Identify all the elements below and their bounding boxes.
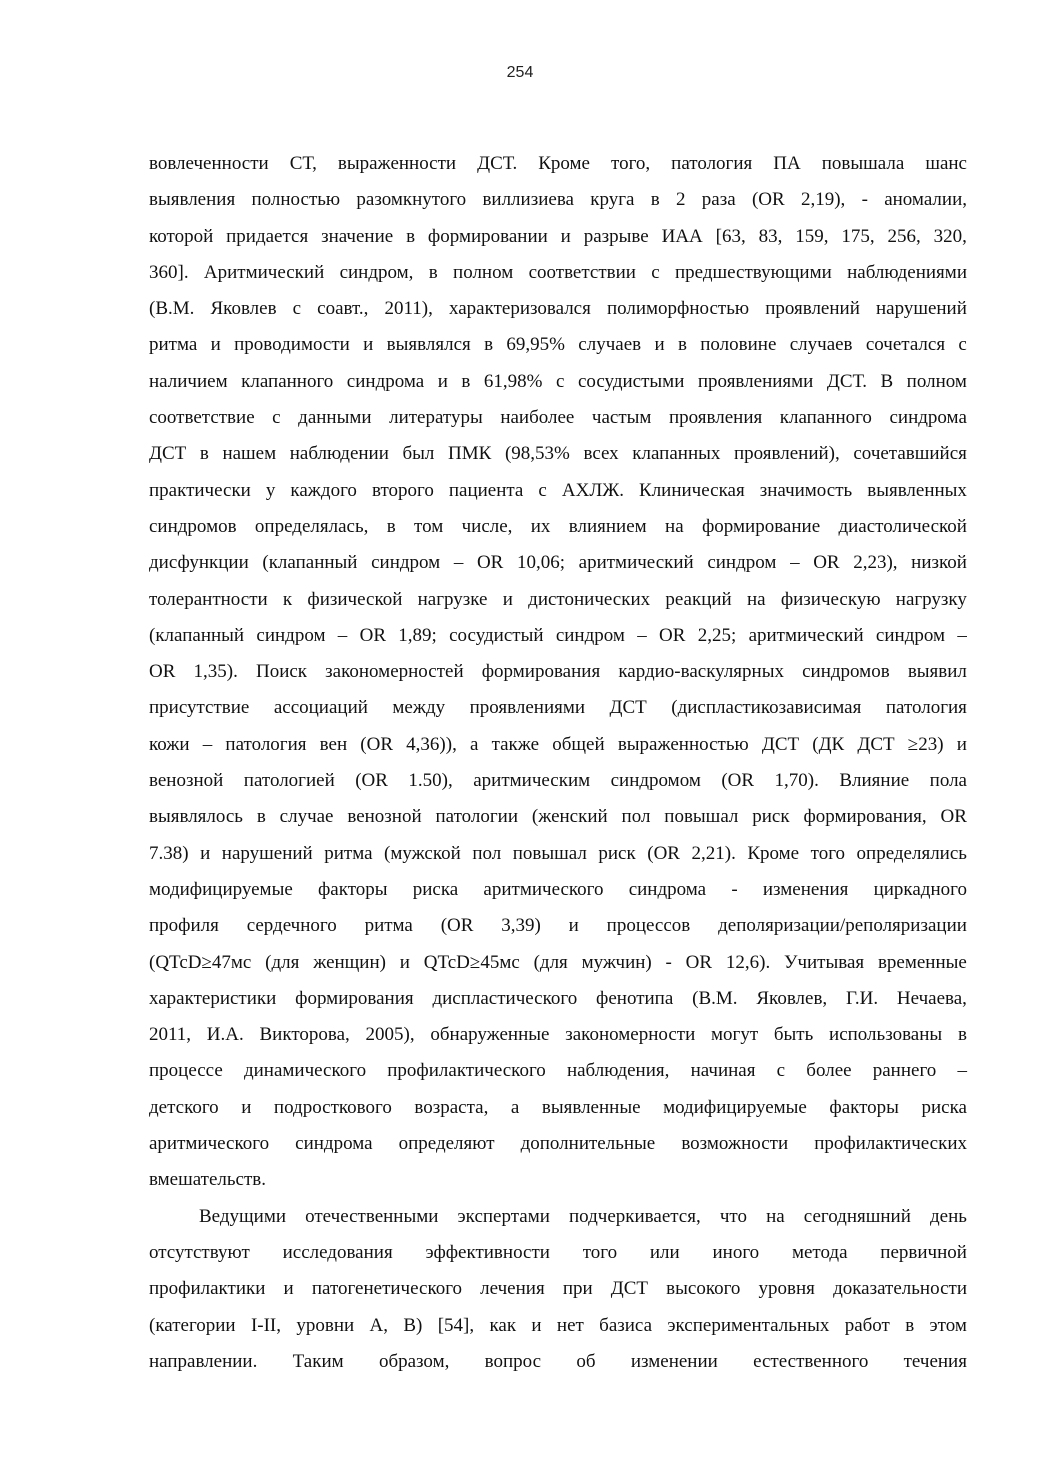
text-line: отсутствуют исследования эффективности того или иного метода первичной — [149, 1241, 967, 1263]
text-line: 360]. Аритмический синдром, в полном соответствии с предшествующими наблюдениями — [149, 261, 967, 283]
text-line: характеристики формирования диспластического фенотипа (В.М. Яковлев, Г.И. Нечаева, — [149, 987, 967, 1009]
text-line: 7.38) и нарушений ритма (мужской пол повышал риск (OR 2,21). Кроме того определялись — [149, 842, 967, 864]
text-line: выявлялось в случае венозной патологии (женский пол повышал риск формирования, OR — [149, 806, 967, 828]
text-line: ДСТ в нашем наблюдении был ПМК (98,53% всех клапанных проявлений), сочетавшийся — [149, 443, 967, 465]
text-line: которой придается значение в формировании и разрыве ИАА [63, 83, 159, 175, 256, 320, — [149, 225, 967, 247]
text-line: (QTcD≥47мс (для женщин) и QTcD≥45мс (для мужчин) - OR 12,6). Учитывая временные — [149, 951, 967, 973]
text-line: модифицируемые факторы риска аритмического синдрома - изменения циркадного — [149, 878, 967, 900]
text-line: профиля сердечного ритма (OR 3,39) и процессов деполяризации/реполяризации — [149, 915, 967, 937]
text-line: (клапанный синдром – OR 1,89; сосудистый синдром – OR 2,25; аритмический синдром – — [149, 624, 967, 646]
body-text — [149, 146, 967, 1380]
text-line: профилактики и патогенетического лечения при ДСТ высокого уровня доказательности — [149, 1278, 967, 1300]
text-line: венозной патологией (OR 1.50), аритмическим синдромом (OR 1,70). Влияние пола — [149, 770, 967, 792]
text-line: 2011, И.А. Викторова, 2005), обнаруженные закономерности могут быть использованы в — [149, 1024, 967, 1046]
text-line: аритмического синдрома определяют дополнительные возможности профилактических — [149, 1133, 967, 1155]
text-line: ритма и проводимости и выявлялся в 69,95% случаев и в половине случаев сочетался с — [149, 334, 967, 356]
text-line: процессе динамического профилактического наблюдения, начиная с более раннего – — [149, 1060, 967, 1082]
text-line: вмешательств. — [149, 1169, 267, 1191]
text-line: соответствие с данными литературы наиболее частым проявления клапанного синдрома — [149, 407, 967, 429]
text-line: наличием клапанного синдрома и в 61,98% с сосудистыми проявлениями ДСТ. В полном — [149, 370, 967, 392]
text-line: вовлеченности СТ, выраженности ДСТ. Кроме того, патология ПА повышала шанс — [149, 153, 967, 174]
text-line: синдромов определялась, в том числе, их влиянием на формирование диастолической — [149, 515, 967, 537]
text-line: Ведущими отечественными экспертами подчеркивается, что на сегодняшний день — [199, 1205, 967, 1227]
text-line: выявления полностью разомкнутого виллизиева круга в 2 раза (OR 2,19), - аномалии, — [149, 189, 967, 211]
text-line: направлении. Таким образом, вопрос об изменении естественного течения — [149, 1350, 967, 1372]
text-line: присутствие ассоциаций между проявлениями ДСТ (диспластикозависимая патология — [149, 697, 967, 719]
page-number: 254 — [506, 64, 534, 81]
text-line: дисфункции (клапанный синдром – OR 10,06; аритмический синдром – OR 2,23), низкой — [149, 552, 967, 574]
text-line: кожи – патология вен (OR 4,36)), а также общей выраженностью ДСТ (ДК ДСТ ≥23) и — [149, 733, 967, 755]
text-line: толерантности к физической нагрузке и дистонических реакций на физическую нагрузку — [149, 588, 967, 610]
text-line: (В.М. Яковлев с соавт., 2011), характеризовался полиморфностью проявлений нарушений — [149, 298, 967, 320]
text-line: детского и подросткового возраста, а выявленные модифицируемые факторы риска — [149, 1096, 967, 1118]
text-line: (категории I-II, уровни А, В) [54], как и нет базиса экспериментальных работ в этом — [149, 1314, 967, 1336]
text-line: практически у каждого второго пациента с АХЛЖ. Клиническая значимость выявленных — [149, 479, 967, 501]
text-line: OR 1,35). Поиск закономерностей формирования кардио-васкулярных синдромов выявил — [149, 661, 967, 683]
